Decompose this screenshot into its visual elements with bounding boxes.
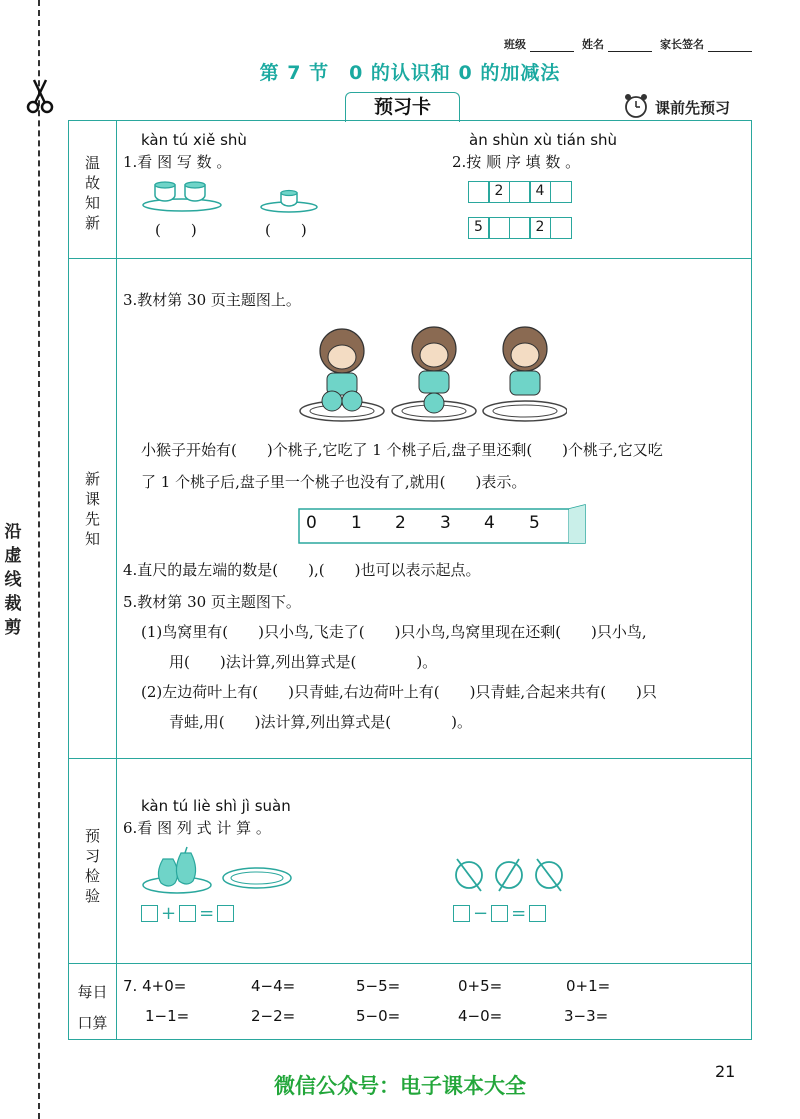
minus-sign: − <box>473 903 489 924</box>
q6-subtraction-equation <box>453 903 546 924</box>
ruler-tick-label: 5 <box>529 513 540 533</box>
crossed-out-circles-image <box>449 855 569 895</box>
calc-item: 1−1= <box>145 1007 190 1025</box>
calc-item: 0+1= <box>566 977 611 995</box>
row-label-check: 预习检验 <box>84 827 100 905</box>
monkeys-eating-peaches-image <box>297 321 567 425</box>
q5-part1-line-2: 用( )法计算,列出算式是( )。 <box>169 653 438 671</box>
ruler-tick-label: 4 <box>484 513 495 533</box>
sequence-row-2 <box>469 217 572 239</box>
equals-sign: = <box>199 903 215 924</box>
ruler-tick-label: 2 <box>395 513 406 533</box>
cut-label: 沿虚线裁剪 <box>4 522 22 638</box>
answer-box[interactable] <box>453 905 470 922</box>
sequence-cell[interactable] <box>509 181 531 203</box>
row-label-daily: 每日口算 <box>77 983 108 1032</box>
sequence-cell[interactable] <box>550 217 572 239</box>
plus-sign: + <box>161 903 177 924</box>
q1-pinyin: kàn tú xiě shù <box>141 131 247 149</box>
alarm-clock-icon <box>622 92 650 120</box>
footer-watermark: 微信公众号：电子课本大全 <box>274 1074 526 1098</box>
sequence-cell: 2 <box>529 217 551 239</box>
q3-paragraph-line-2: 了 1 个桃子后,盘子里一个桃子也没有了,就用( )表示。 <box>141 473 527 491</box>
parent-label: 家长签名 <box>660 38 704 51</box>
card-title: 预习卡 <box>345 92 460 122</box>
sequence-cell[interactable] <box>550 181 572 203</box>
calc-item: 5−5= <box>356 977 401 995</box>
sequence-cell[interactable] <box>509 217 531 239</box>
q3-paragraph-line-1: 小猴子开始有( )个桃子,它吃了 1 个桃子后,盘子里还剩( )个桃子,它又吃 <box>141 441 663 459</box>
ruler-tick-label: 0 <box>306 513 317 533</box>
pears-on-plate-image <box>141 843 213 895</box>
row-divider <box>69 963 751 964</box>
q5-part1-line-1: (1)鸟窝里有( )只小鸟,飞走了( )只小鸟,鸟窝里现在还剩( )只小鸟, <box>141 623 647 641</box>
q5-text: 5.教材第 30 页主题图下。 <box>123 593 301 611</box>
worksheet-frame <box>68 120 752 1040</box>
answer-box[interactable] <box>217 905 234 922</box>
calc-item: 4−4= <box>251 977 296 995</box>
calc-item: 7. 4+0= <box>123 977 187 995</box>
q3-text: 3.教材第 30 页主题图上。 <box>123 291 301 309</box>
one-cup-on-plate-image <box>259 189 319 215</box>
ruler-tick-label: 3 <box>440 513 451 533</box>
class-blank[interactable] <box>530 36 574 52</box>
calc-item: 3−3= <box>564 1007 609 1025</box>
q2-pinyin: àn shùn xù tián shù <box>469 131 618 149</box>
class-label: 班级 <box>504 38 526 51</box>
calc-item: 4−0= <box>458 1007 503 1025</box>
cut-line <box>38 0 40 1119</box>
answer-box[interactable] <box>141 905 158 922</box>
q1-answer-blank-1[interactable]: ( ) <box>155 221 197 239</box>
sequence-cell: 4 <box>529 181 551 203</box>
two-cups-on-plate-image <box>141 177 223 213</box>
header-fields <box>504 36 756 52</box>
answer-box[interactable] <box>529 905 546 922</box>
q6-addition-equation <box>141 903 234 924</box>
row-label-review: 温故知新 <box>84 154 100 232</box>
sequence-row-1 <box>469 181 572 203</box>
page-number: 21 <box>715 1062 736 1081</box>
empty-plate-image <box>221 865 293 891</box>
q5-part2-line-2: 青蛙,用( )法计算,列出算式是( )。 <box>169 713 472 731</box>
row-divider <box>69 758 751 759</box>
equals-sign: = <box>511 903 527 924</box>
sequence-cell[interactable] <box>468 181 490 203</box>
calc-item: 5−0= <box>356 1007 401 1025</box>
q4-text: 4.直尺的最左端的数是( ),( )也可以表示起点。 <box>123 561 481 579</box>
name-blank[interactable] <box>608 36 652 52</box>
name-label: 姓名 <box>582 38 604 51</box>
sequence-cell: 2 <box>488 181 510 203</box>
q1-text: 1.看 图 写 数 。 <box>123 153 232 171</box>
parent-blank[interactable] <box>708 36 752 52</box>
ruler-tick-label: 1 <box>351 513 362 533</box>
q6-text: 6.看 图 列 式 计 算 。 <box>123 819 271 837</box>
row-divider <box>69 258 751 259</box>
q5-part2-line-1: (2)左边荷叶上有( )只青蛙,右边荷叶上有( )只青蛙,合起来共有( )只 <box>141 683 657 701</box>
section-title: 第 7 节 0 的认识和 0 的加减法 <box>259 62 561 84</box>
q1-answer-blank-2[interactable]: ( ) <box>265 221 307 239</box>
answer-box[interactable] <box>179 905 196 922</box>
answer-box[interactable] <box>491 905 508 922</box>
q2-text: 2.按 顺 序 填 数 。 <box>452 153 581 171</box>
q6-pinyin: kàn tú liè shì jì suàn <box>141 797 291 815</box>
sequence-cell[interactable] <box>488 217 510 239</box>
row-label-new: 新课先知 <box>84 470 100 548</box>
calc-item: 2−2= <box>251 1007 296 1025</box>
sequence-cell: 5 <box>468 217 490 239</box>
preview-label: 课前先预习 <box>655 99 731 117</box>
calc-item: 0+5= <box>458 977 503 995</box>
